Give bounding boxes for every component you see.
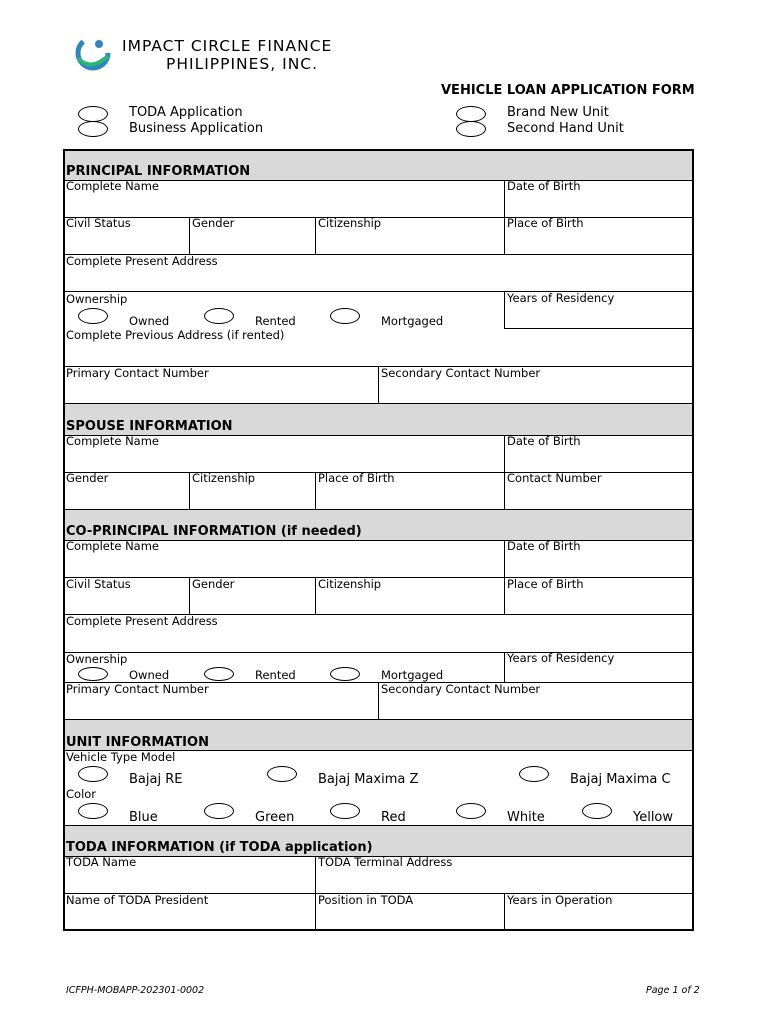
col-line bbox=[315, 856, 316, 930]
color-green-label: Green bbox=[255, 810, 295, 825]
col-line bbox=[315, 577, 316, 614]
toda-terminal-address-field[interactable]: TODA Terminal Address bbox=[318, 855, 453, 869]
coprincipal-rented-label: Rented bbox=[255, 668, 296, 682]
coprincipal-ownership-label: Ownership bbox=[66, 652, 128, 666]
col-line bbox=[504, 435, 505, 472]
row-line bbox=[63, 509, 694, 510]
color-red-label: Red bbox=[381, 810, 406, 825]
spouse-gender-field[interactable]: Gender bbox=[66, 471, 109, 485]
bajaj-re-label: Bajaj RE bbox=[129, 772, 183, 787]
spouse-complete-name-field[interactable]: Complete Name bbox=[66, 434, 160, 448]
principal-previous-address-field[interactable]: Complete Previous Address (if rented) bbox=[66, 328, 285, 342]
principal-gender-field[interactable]: Gender bbox=[192, 216, 235, 230]
coprincipal-rented-radio[interactable] bbox=[204, 667, 234, 681]
table-border-bottom bbox=[63, 929, 694, 931]
coprincipal-present-address-field[interactable]: Complete Present Address bbox=[66, 614, 218, 628]
vehicle-type-model-label: Vehicle Type Model bbox=[66, 750, 176, 764]
principal-primary-contact-field[interactable]: Primary Contact Number bbox=[66, 366, 209, 380]
principal-place-of-birth-field[interactable]: Place of Birth bbox=[507, 216, 584, 230]
brand-new-unit-label: Brand New Unit bbox=[507, 105, 609, 120]
toda-application-label: TODA Application bbox=[129, 105, 243, 120]
color-label: Color bbox=[66, 787, 97, 801]
col-line bbox=[189, 217, 190, 254]
col-line bbox=[189, 472, 190, 509]
principal-date-of-birth-field[interactable]: Date of Birth bbox=[507, 179, 581, 193]
principal-owned-radio[interactable] bbox=[78, 308, 108, 324]
form-code: ICFPH-MOBAPP-202301-0002 bbox=[66, 985, 205, 996]
bajaj-maxima-c-label: Bajaj Maxima C bbox=[570, 772, 671, 787]
coprincipal-place-of-birth-field[interactable]: Place of Birth bbox=[507, 577, 584, 591]
table-border-top bbox=[63, 149, 694, 151]
col-line bbox=[378, 682, 379, 719]
second-hand-unit-label: Second Hand Unit bbox=[507, 121, 624, 136]
coprincipal-owned-label: Owned bbox=[129, 668, 170, 682]
row-line bbox=[63, 719, 694, 720]
page-number: Page 1 of 2 bbox=[646, 985, 700, 996]
coprincipal-gender-field[interactable]: Gender bbox=[192, 577, 235, 591]
coprincipal-citizenship-field[interactable]: Citizenship bbox=[318, 577, 382, 591]
coprincipal-years-of-residency-field[interactable]: Years of Residency bbox=[507, 651, 615, 665]
toda-president-field[interactable]: Name of TODA President bbox=[66, 893, 209, 907]
principal-owned-label: Owned bbox=[129, 314, 170, 328]
business-application-label: Business Application bbox=[129, 121, 264, 136]
row-line bbox=[63, 825, 694, 826]
col-line bbox=[504, 652, 505, 682]
principal-rented-label: Rented bbox=[255, 314, 296, 328]
col-line bbox=[504, 217, 505, 254]
col-line bbox=[504, 472, 505, 509]
row-line bbox=[63, 403, 694, 404]
col-line bbox=[504, 540, 505, 577]
form-title: VEHICLE LOAN APPLICATION FORM bbox=[441, 83, 695, 98]
toda-application-radio[interactable] bbox=[78, 106, 108, 122]
color-white-radio[interactable] bbox=[456, 803, 486, 819]
toda-name-field[interactable]: TODA Name bbox=[66, 855, 137, 869]
principal-ownership-label: Ownership bbox=[66, 292, 128, 306]
company-name-line2: PHILIPPINES, INC. bbox=[166, 55, 319, 73]
color-blue-label: Blue bbox=[129, 810, 158, 825]
coprincipal-section-title: CO-PRINCIPAL INFORMATION (if needed) bbox=[66, 524, 362, 539]
principal-mortgaged-radio[interactable] bbox=[330, 308, 360, 324]
spouse-place-of-birth-field[interactable]: Place of Birth bbox=[318, 471, 395, 485]
principal-years-of-residency-field[interactable]: Years of Residency bbox=[507, 291, 615, 305]
coprincipal-civil-status-field[interactable]: Civil Status bbox=[66, 577, 131, 591]
principal-citizenship-field[interactable]: Citizenship bbox=[318, 216, 382, 230]
spouse-section-title: SPOUSE INFORMATION bbox=[66, 419, 233, 434]
bajaj-maxima-c-radio[interactable] bbox=[519, 766, 549, 782]
col-line bbox=[189, 577, 190, 614]
principal-mortgaged-label: Mortgaged bbox=[381, 314, 444, 328]
principal-complete-name-field[interactable]: Complete Name bbox=[66, 179, 160, 193]
principal-rented-radio[interactable] bbox=[204, 308, 234, 324]
col-line bbox=[504, 180, 505, 217]
company-name-line1: IMPACT CIRCLE FINANCE bbox=[122, 37, 333, 55]
principal-secondary-contact-field[interactable]: Secondary Contact Number bbox=[381, 366, 541, 380]
row-line bbox=[504, 328, 694, 329]
col-line bbox=[504, 291, 505, 328]
business-application-radio[interactable] bbox=[78, 121, 108, 137]
color-white-label: White bbox=[507, 810, 545, 825]
second-hand-unit-radio[interactable] bbox=[456, 121, 486, 137]
toda-years-in-operation-field[interactable]: Years in Operation bbox=[507, 893, 613, 907]
principal-present-address-field[interactable]: Complete Present Address bbox=[66, 254, 218, 268]
company-logo-icon bbox=[72, 34, 114, 72]
bajaj-maxima-z-label: Bajaj Maxima Z bbox=[318, 772, 419, 787]
toda-position-field[interactable]: Position in TODA bbox=[318, 893, 414, 907]
spouse-date-of-birth-field[interactable]: Date of Birth bbox=[507, 434, 581, 448]
coprincipal-complete-name-field[interactable]: Complete Name bbox=[66, 539, 160, 553]
coprincipal-secondary-contact-field[interactable]: Secondary Contact Number bbox=[381, 682, 541, 696]
spouse-contact-number-field[interactable]: Contact Number bbox=[507, 471, 602, 485]
coprincipal-date-of-birth-field[interactable]: Date of Birth bbox=[507, 539, 581, 553]
principal-section-title: PRINCIPAL INFORMATION bbox=[66, 164, 251, 179]
color-yellow-radio[interactable] bbox=[582, 803, 612, 819]
color-green-radio[interactable] bbox=[204, 803, 234, 819]
coprincipal-mortgaged-label: Mortgaged bbox=[381, 668, 444, 682]
unit-section-title: UNIT INFORMATION bbox=[66, 735, 209, 750]
bajaj-re-radio[interactable] bbox=[78, 766, 108, 782]
col-line bbox=[315, 472, 316, 509]
principal-civil-status-field[interactable]: Civil Status bbox=[66, 216, 131, 230]
bajaj-maxima-z-radio[interactable] bbox=[267, 766, 297, 782]
col-line bbox=[504, 893, 505, 930]
color-blue-radio[interactable] bbox=[78, 803, 108, 819]
col-line bbox=[504, 577, 505, 614]
coprincipal-primary-contact-field[interactable]: Primary Contact Number bbox=[66, 682, 209, 696]
coprincipal-mortgaged-radio[interactable] bbox=[330, 667, 360, 681]
col-line bbox=[378, 366, 379, 403]
spouse-citizenship-field[interactable]: Citizenship bbox=[192, 471, 256, 485]
color-yellow-label: Yellow bbox=[633, 810, 674, 825]
toda-section-title: TODA INFORMATION (if TODA application) bbox=[66, 840, 373, 855]
color-red-radio[interactable] bbox=[330, 803, 360, 819]
col-line bbox=[315, 217, 316, 254]
coprincipal-owned-radio[interactable] bbox=[78, 667, 108, 681]
brand-new-unit-radio[interactable] bbox=[456, 106, 486, 122]
